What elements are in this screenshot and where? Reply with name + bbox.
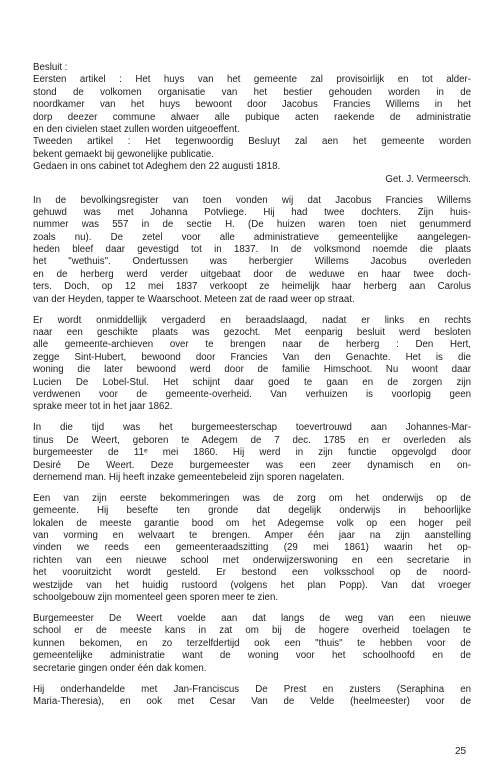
text-line: gehuwd was met Johanna Potvliege. Hij had twee dochters. Zijn huis- [33,206,471,218]
text-line: gemeente. Hij besefte ten gronde dat degelijk onderwijs in behoorlijke [33,505,471,517]
text-line: zegge Sint-Hubert, bewoond door Francies Van den Genachte. Het is die [33,351,471,363]
text-line: naar een geschikte plaats was gezocht. Met eenparig besluit werd besloten [33,327,471,338]
paragraph-gap [33,604,471,613]
text-line: school er de meeste kans in zat om bij de hogere overheid toelagen te [33,625,471,637]
text-line: gemeentelijke administratie want de woning voor het schoolhoofd en de [33,650,471,662]
text-line: woning die later bewoond werd door de familie Himschoot. Nu woont daar [33,364,471,376]
text-line: westzijde van het huidig rustoord (volgens het plan Popp). Van dat vroeger [33,579,471,591]
paragraph-population-register [33,195,471,307]
text-line: Desiré De Weert. Deze burgemeester was een zeer dynamisch en on- [33,459,471,471]
text-line: ters. Doch, op 12 mei 1837 verkoopt ze heimelijk haar herberg aan Carolus [33,281,471,293]
paragraph-gap [33,186,471,195]
text-line: zoals nu). De zetel voor alle administratieve gemeentelijke aangelegen- [33,231,471,243]
text-line: Een van zijn eerste bekommeringen was de zorg om het onderwijs op de [33,492,471,504]
text-line: Maria-Theresia), en ook met Cesar Van de Velde (heelmeester) voor de [33,695,471,707]
text-line: In de bevolkingsregister van toen vonden wij dat Jacobus Francies Willems [33,194,471,206]
paragraph-gap [33,306,471,315]
text-line: Hij onderhandelde met Jan-Franciscus De Prest en zusters (Seraphina en [33,683,471,695]
text-line: richten van een nieuwe school met onderwijzerswoning en een secretarie in [33,554,471,566]
text-line: Gedaen in ons cabinet tot Adeghem den 22 augusti 1818. [33,161,281,173]
paragraph-negotiation [33,684,471,709]
paragraph-education [33,493,471,605]
text-line: secretarie gingen onder één dak komen. [33,662,207,674]
text-line: van der Heyden, tapper te Waarschoot. Meteen zat de raad weer op straat. [33,293,355,305]
page-body [33,62,471,708]
text-line: dernemend man. Hij heeft inzake gemeentebeleid zijn sporen nagelaten. [33,471,345,483]
page-number: 25 [455,746,467,757]
text-line: noordkamer van het huys bewoont door Jacobus Francies Willems in het [33,99,471,111]
text-line: verdwenen voor de gemeente-overheid. Van verhuizen is voorlopig geen [33,388,471,400]
text-line: sprake meer tot in het jaar 1862. [33,401,173,413]
paragraph-mayor [33,422,471,484]
text-line: schoolgebouw zijn momenteel geen sporen meer te zien. [33,592,279,603]
text-line: Burgemeester De Weert voelde aan dat langs de weg van een nieuwe [33,612,471,624]
text-line: Besluit : [33,62,68,73]
text-line: In die tijd was het burgemeesterschap toevertrouwd aan Johannes-Mar- [33,422,471,434]
paragraph-gap [33,675,471,684]
decree-block [33,62,471,186]
text-line: heden bleef daar gevestigd tot in 1837. In de volksmond noemde die plaats [33,244,471,256]
text-line: en den civielen staet zullen worden uitgeoeffent. [33,123,240,135]
text-line: het vooruitzicht wordt gesteld. Er bestond een volksschool op de noord- [33,567,471,579]
text-line: dorp deezer commune alwaer alle pubique acten raekende de administratie [33,111,471,123]
text-line: Lucien De Lobel-Stul. Het schijnt daar goed te gaan en de zorgen zijn [33,376,471,388]
paragraph-gap [33,484,471,493]
text-line: alle gemeente-archieven over te brengen naar de herberg : Den Hert, [33,339,471,351]
text-line: nummer was 557 in de sectie H. (De huizen waren toen niet genummerd [33,219,471,231]
text-line: en de herberg werd verder uitgebaat door de weduwe en haar twee doch- [33,268,471,280]
text-line: stond de volkomen organisatie van het bestier gehouden worden in de [33,86,471,98]
text-line: tinus De Weert, geboren te Adegem de 7 dec. 1785 en er overleden als [33,434,471,446]
text-line: lokalen de meeste garantie bood om het Adegemse volk op een hoger peil [33,517,471,529]
text-line: bekent gemaekt bij gewonelijke publicatie. [33,148,214,160]
text-line: Er wordt onmiddellijk vergaderd en beraadslaagd, nadat er links en rechts [33,314,471,326]
paragraph-gap [33,414,471,423]
text-line: Tweeden artikel : Het tegenwoordig Besluyt zal aen het gemeente worden [33,136,471,148]
text-line: van vorming en welvaart te brengen. Amper één jaar na zijn aanstelling [33,530,471,542]
text-line: vinden we reeds een gemeenteraadszitting (29 mei 1861) waarin het op- [33,542,471,554]
text-line: kunnen bekomen, en zo terzelfdertijd ook een "thuis" te hebben voor de [33,637,471,649]
text-line: het "wethuis". Ondertussen was herbergier Willems Jacobus overleden [33,256,471,268]
text-line: burgemeester de 11ᵉ mei 1860. Hij werd in zijn functie opgevolgd door [33,447,471,459]
paragraph-meeting [33,315,471,414]
paragraph-new-school [33,613,471,675]
text-line: Get. J. Vermeersch. [385,173,471,185]
text-line: Eersten artikel : Het huys van het gemeente zal provisoirlijk en tot alder- [33,74,471,86]
